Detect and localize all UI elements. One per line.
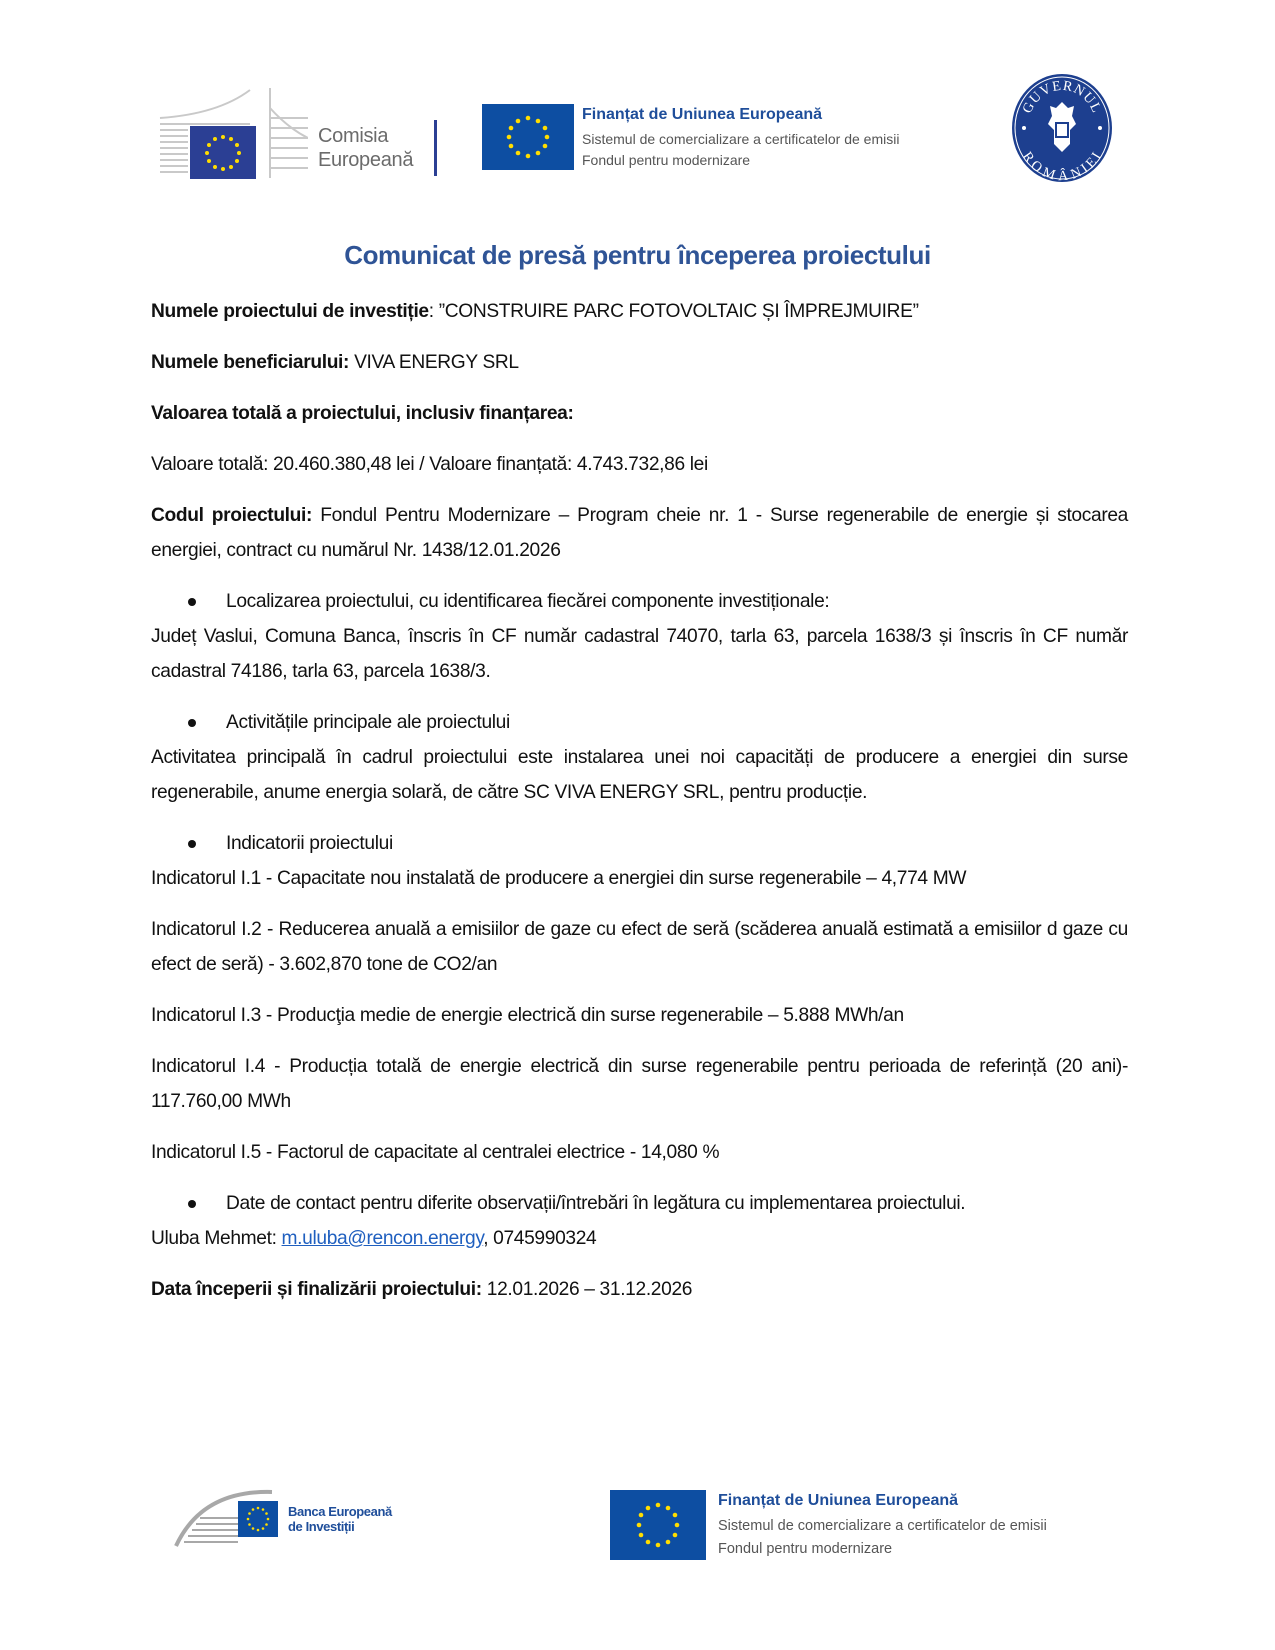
eu-funded-title: Finanțat de Uniunea Europeană (718, 1492, 959, 1509)
project-dates-field (151, 1272, 1128, 1307)
project-dates-value: 12.01.2026 – 31.12.2026 (481, 1279, 693, 1300)
contact-line (151, 1221, 1128, 1256)
bullet-icon (151, 584, 226, 619)
svg-text:GUVERNUL: GUVERNUL (1020, 78, 1104, 116)
beneficiary-value: VIVA ENERGY SRL (349, 352, 519, 373)
eu-funded-fund: Fondul pentru modernizare (582, 152, 751, 168)
indicator-item: Indicatorul I.4 - Producția totală de energie electrică din surse regenerabile pentru perioada de referință (20 ani)- 117.760,00 MWh (151, 1056, 1128, 1112)
eu-flag-icon (238, 1501, 278, 1537)
indicator-item: Indicatorul I.3 - Producţia medie de energie electrică din surse regenerabile – 5.888 MWh/an (151, 1005, 904, 1026)
eu-funded-logo-footer (610, 1490, 1110, 1570)
indicator-item: Indicatorul I.2 - Reducerea anuală a emisiilor de gaze cu efect de seră (scăderea anuală estimată a emisiilor d gaze cu efect de seră) - 3.602,870 tone de CO2/an (151, 919, 1128, 975)
project-dates-label: Data începerii și finalizării proiectului: (151, 1279, 482, 1300)
press-release-body (151, 294, 1128, 1323)
beneficiary-field (151, 345, 1128, 380)
project-code-value: Fondul Pentru Modernizare – Program cheie nr. 1 - Surse regenerabile de energie și stocarea energiei, contract cu numărul Nr. 1438/12.01.2026 (151, 505, 1129, 561)
bullet-icon (151, 1186, 226, 1221)
eu-funded-logo (482, 104, 962, 174)
project-code-label: Codul proiectului: (151, 505, 313, 526)
eu-flag-icon (190, 126, 256, 179)
eu-funded-subtitle: Sistemul de comercializare a certificatelor de emisii (582, 131, 900, 147)
eu-funded-fund: Fondul pentru modernizare (718, 1541, 893, 1557)
location-bullet: Localizarea proiectului, cu identificarea fiecărei componente investiționale: (151, 584, 1128, 619)
contact-name: Uluba Mehmet: (151, 1228, 282, 1249)
bullet-icon (151, 826, 226, 861)
activities-text: Activitatea principală în cadrul proiectului este instalarea unei noi capacități de producere a energiei din surse regenerabile, anume energia solară, de către SC VIVA ENERGY SRL, pentru producție. (151, 747, 1128, 803)
commission-logo-text: Comisia Europeană (318, 125, 414, 171)
indicators-bullet: Indicatorii proiectului (151, 826, 1128, 861)
bullet-icon (151, 705, 226, 740)
project-name-label: Numele proiectului de investiție (151, 301, 429, 322)
contact-bullet: Date de contact pentru diferite observații/întrebări în legătura cu implementarea proiectului. (151, 1186, 1128, 1221)
svg-text:ROMÂNIEI: ROMÂNIEI (1018, 149, 1106, 184)
european-investment-bank-logo (172, 1484, 422, 1564)
european-commission-logo (158, 88, 443, 180)
government-seal-icon (1010, 72, 1114, 184)
eu-flag-icon (610, 1490, 706, 1560)
total-value-heading: Valoarea totală a proiectului, inclusiv finanțarea: (151, 403, 574, 424)
location-text: Județ Vaslui, Comuna Banca, înscris în CF număr cadastral 74070, tarla 63, parcela 1638/3 și înscris în CF număr cadastral 74186, tarla 63, parcela 1638/3. (151, 626, 1128, 682)
contact-email-link[interactable]: m.uluba@rencon.energy (281, 1228, 484, 1249)
romanian-government-seal (1010, 72, 1114, 184)
indicator-item: Indicatorul I.5 - Factorul de capacitate al centralei electrice - 14,080 % (151, 1142, 720, 1163)
bei-logo-text: Banca Europeană de Investiții (288, 1504, 392, 1534)
logo-divider (434, 120, 437, 176)
project-name-field (151, 294, 1128, 329)
eu-flag-icon (482, 104, 574, 170)
beneficiary-label: Numele beneficiarului: (151, 352, 350, 373)
contact-phone: , 0745990324 (483, 1228, 597, 1249)
total-value-line: Valoare totală: 20.460.380,48 lei / Valoare finanțată: 4.743.732,86 lei (151, 454, 708, 475)
activities-bullet: Activitățile principale ale proiectului (151, 705, 1128, 740)
page-title: Comunicat de presă pentru începerea proiectului (344, 240, 931, 270)
project-code-field (151, 498, 1128, 568)
indicator-item: Indicatorul I.1 - Capacitate nou instalată de producere a energiei din surse regenerabile – 4,774 MW (151, 868, 967, 889)
project-name-value: : ”CONSTRUIRE PARC FOTOVOLTAIC ȘI ÎMPREJMUIRE” (428, 301, 919, 322)
eu-funded-subtitle: Sistemul de comercializare a certificatelor de emisii (718, 1518, 1047, 1534)
eu-funded-title: Finanțat de Uniunea Europeană (582, 106, 823, 123)
